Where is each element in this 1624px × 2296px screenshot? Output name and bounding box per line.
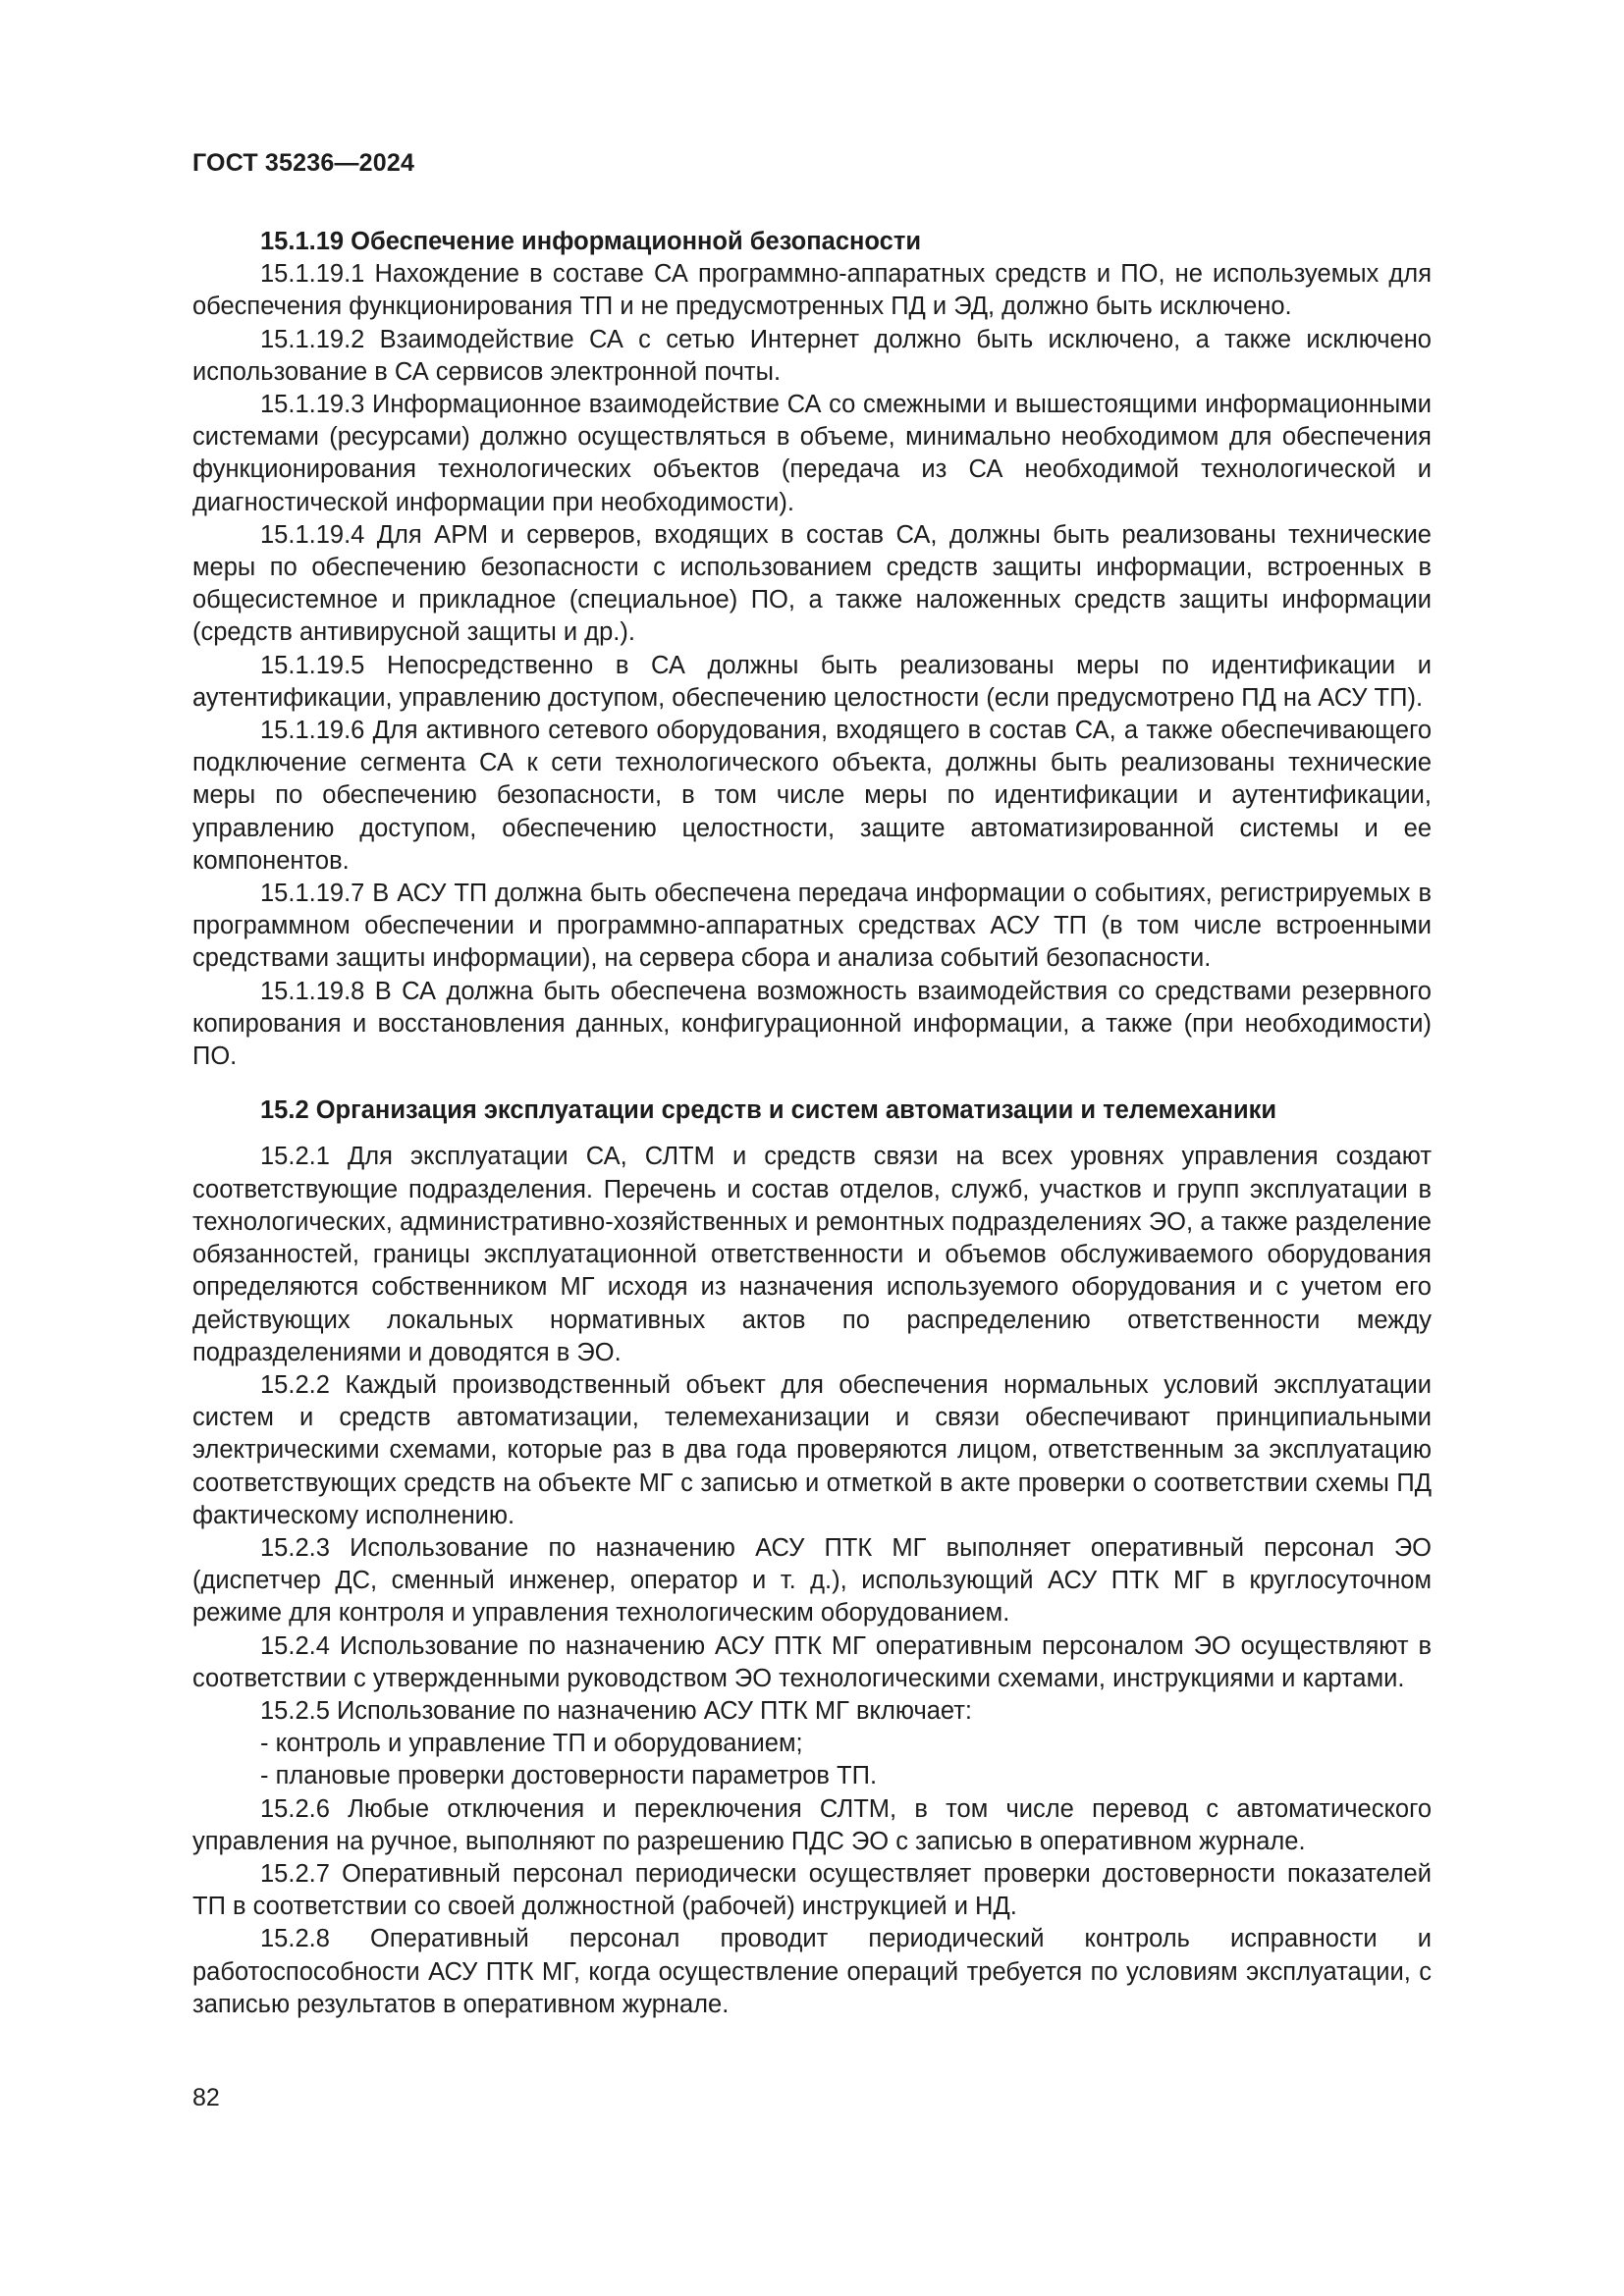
paragraph-15-1-19-4: 15.1.19.4 Для АРМ и серверов, входящих в состав СА, должны быть реализованы технические меры по обеспечению безопасности с использованием средств защиты информации, встроенных в общесистемное и прикладное (специальное) ПО, а также наложенных средств защиты информации (средств антивирусной защиты и др.). xyxy=(192,520,1432,647)
paragraph-15-2-6: 15.2.6 Любые отключения и переключения СЛТМ, в том числе перевод с автоматического управления на ручное, выполняют по разрешению ПДС ЭО с записью в оперативном журнале. xyxy=(192,1794,1432,1855)
paragraph-15-1-19-8: 15.1.19.8 В СА должна быть обеспечена возможность взаимодействия со средствами резервного копирования и восстановления данных, конфигурационной информации, а также (при необходимости) ПО. xyxy=(192,977,1432,1071)
document-body xyxy=(192,226,1432,2021)
page-number: 82 xyxy=(192,2084,220,2111)
paragraph-15-2-8: 15.2.8 Оперативный персонал проводит периодический контроль исправности и работоспособности АСУ ПТК МГ, когда осуществление операций требуется по условиям эксплуатации, с записью результатов в оперативном журнале. xyxy=(192,1925,1432,2018)
paragraph-15-2-3: 15.2.3 Использование по назначению АСУ ПТК МГ выполняет оперативный персонал ЭО (диспетчер ДС, сменный инженер, оператор и т. д.), использующий АСУ ПТК МГ в круглосуточном режиме для контроля и управления технологическим оборудованием. xyxy=(192,1533,1432,1628)
list-item: - плановые проверки достоверности параметров ТП. xyxy=(260,1762,878,1790)
paragraph-15-1-19-7: 15.1.19.7 В АСУ ТП должна быть обеспечена передача информации о событиях, регистрируемых в программном обеспечении и программно-аппаратных средствах АСУ ТП (в том числе встроенными средствами защиты информации), на сервера сбора и анализа событий безопасности. xyxy=(192,880,1432,973)
paragraph-15-1-19-6: 15.1.19.6 Для активного сетевого оборудования, входящего в состав СА, а также обеспечивающего подключение сегмента СА к сети технологического объекта, должны быть реализованы технические меры по обеспечению безопасности, в том числе меры по идентификации и аутентификации, управлению доступом, обеспечению целостности, защите автоматизированной системы и ее компонентов. xyxy=(192,717,1432,875)
paragraph-15-1-19-2: 15.1.19.2 Взаимодействие СА с сетью Интернет должно быть исключено, а также исключено использование в СА сервисов электронной почты. xyxy=(192,325,1432,386)
paragraph-15-2-4: 15.2.4 Использование по назначению АСУ ПТК МГ оперативным персоналом ЭО осуществляют в соответствии с утвержденными руководством ЭО технологическими схемами, инструкциями и картами. xyxy=(192,1631,1432,1692)
paragraph-15-2-5: 15.2.5 Использование по назначению АСУ ПТК МГ включает: xyxy=(260,1696,973,1725)
list-item: - контроль и управление ТП и оборудованием; xyxy=(260,1730,803,1758)
document-header-title: ГОСТ 35236—2024 xyxy=(192,149,415,177)
paragraph-15-2-7: 15.2.7 Оперативный персонал периодически осуществляет проверки достоверности показателей ТП в соответствии со своей должностной (рабочей) инструкцией и НД. xyxy=(192,1859,1432,1921)
section-heading-15-2: 15.2 Организация эксплуатации средств и систем автоматизации и телемеханики xyxy=(260,1096,1277,1125)
paragraph-15-1-19-5: 15.1.19.5 Непосредственно в СА должны быть реализованы меры по идентификации и аутентификации, управлению доступом, обеспечению целостности (если предусмотрено ПД на АСУ ТП). xyxy=(192,651,1432,712)
paragraph-15-2-1: 15.2.1 Для эксплуатации СА, СЛТМ и средств связи на всех уровнях управления создают соответствующие подразделения. Перечень и состав отделов, служб, участков и групп эксплуатации в технологических, административно-хозяйственных и ремонтных подразделениях ЭО, а также разделение обязанностей, границы эксплуатационной ответственности и объемов обслуживаемого оборудования определяются собственником МГ исходя из назначения используемого оборудования и с учетом его действующих локальных нормативных актов по распределению ответственности между подразделениями и доводятся в ЭО. xyxy=(192,1143,1432,1366)
section-heading-15-1-19: 15.1.19 Обеспечение информационной безопасности xyxy=(260,228,922,255)
paragraph-15-1-19-3: 15.1.19.3 Информационное взаимодействие СА со смежными и вышестоящими информационными системами (ресурсами) должно осуществляться в объеме, минимально необходимом для обеспечения функционирования технологических объектов (передача из СА необходимой технологической и диагностической информации при необходимости). xyxy=(192,391,1432,516)
paragraph-15-2-2: 15.2.2 Каждый производственный объект для обеспечения нормальных условий эксплуатации систем и средств автоматизации, телемеханизации и связи обеспечивают принципиальными электрическими схемами, которые раз в два года проверяются лицом, ответственным за эксплуатацию соответствующих средств на объекте МГ с записью и отметкой в акте проверки о соответствии схемы ПД фактическому исполнению. xyxy=(192,1370,1432,1529)
paragraph-15-1-19-1: 15.1.19.1 Нахождение в составе СА программно-аппаратных средств и ПО, не используемых для обеспечения функционирования ТП и не предусмотренных ПД и ЭД, должно быть исключено. xyxy=(192,260,1432,321)
